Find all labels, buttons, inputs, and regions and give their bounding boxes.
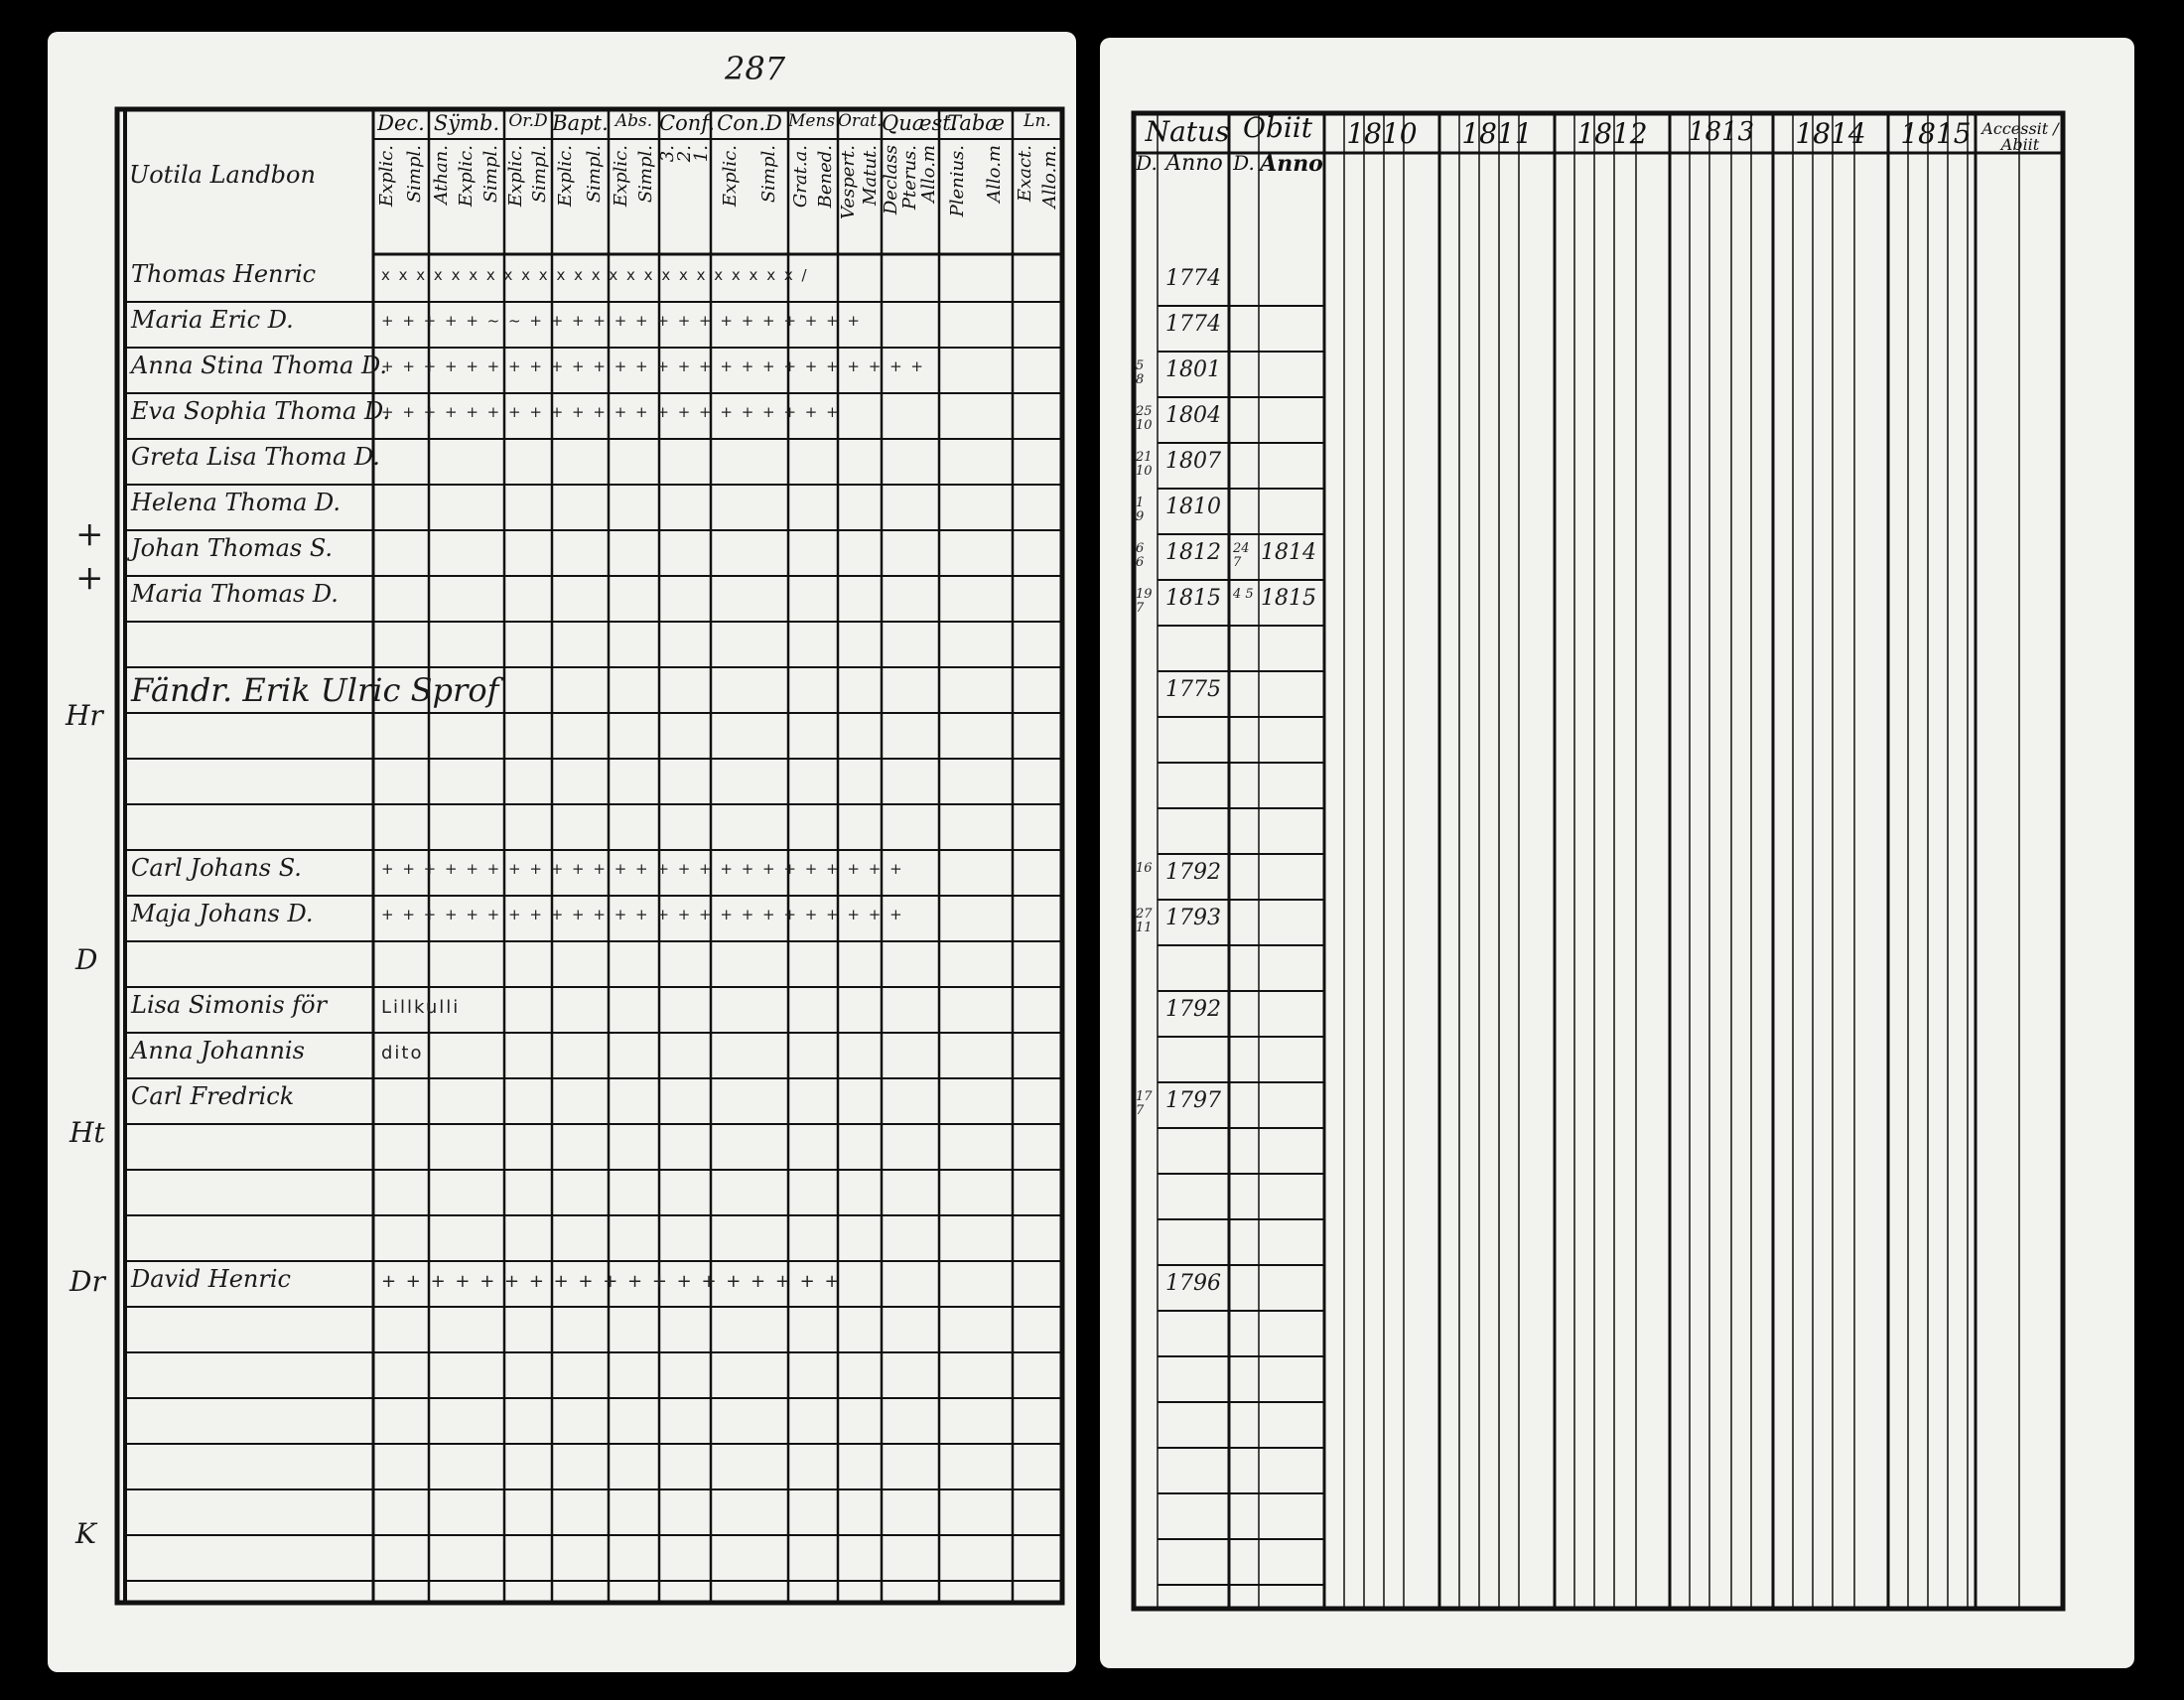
catechism-marks: dito xyxy=(381,1043,424,1063)
year-1810: 1810 xyxy=(1346,117,1418,150)
birth-day: 1 9 xyxy=(1136,496,1145,525)
col-natus: Natus xyxy=(1145,115,1230,148)
column-subheader: Simpl. xyxy=(404,145,425,204)
column-subheader: Simpl. xyxy=(480,145,502,204)
sub-d-natus: D. xyxy=(1136,151,1158,175)
column-subheader: 1. xyxy=(691,145,713,163)
column-subheader: Allo.m xyxy=(918,145,940,203)
column-subheader: 2. xyxy=(674,145,695,163)
column-subheader: Explic. xyxy=(376,145,397,208)
birth-day: 5 8 xyxy=(1136,358,1145,388)
catechism-marks: + + + + + + + + + + + + + + + + + + + xyxy=(381,1271,842,1292)
sub-anno-obiit: Anno xyxy=(1260,151,1323,177)
page-number: 287 xyxy=(725,50,786,87)
person-name: Carl Fredrick xyxy=(131,1082,295,1110)
column-subheader: Explic. xyxy=(456,145,477,208)
birth-day: 6 6 xyxy=(1136,541,1145,571)
margin-mark-3: Hr xyxy=(66,699,103,732)
column-subheader: Allo.m. xyxy=(1038,145,1060,209)
right-ruling xyxy=(1100,38,2134,1668)
death-year: 1814 xyxy=(1261,540,1316,565)
catechism-marks: + + + + + ~ ~ + + + + + + + + + + + + + + + + xyxy=(381,312,862,330)
person-name: Carl Johans S. xyxy=(131,854,302,882)
birth-year: 1792 xyxy=(1165,860,1221,885)
birth-day: 17 7 xyxy=(1136,1089,1153,1119)
right-page xyxy=(1100,38,2134,1668)
person-name: Maja Johans D. xyxy=(131,900,314,927)
birth-year: 1793 xyxy=(1165,906,1221,930)
birth-year: 1815 xyxy=(1165,586,1221,611)
column-subheader: Simpl. xyxy=(635,145,657,204)
birth-year: 1807 xyxy=(1165,449,1221,474)
column-subheader: Allo.m xyxy=(983,145,1005,203)
column-subheader: Matut. xyxy=(860,145,881,206)
birth-year: 1792 xyxy=(1165,997,1221,1022)
year-1813: 1813 xyxy=(1688,117,1755,147)
column-subheader: Explic. xyxy=(719,145,741,208)
person-name: Helena Thoma D. xyxy=(131,489,341,516)
column-header: Conf. xyxy=(659,111,715,135)
column-subheader: 3. xyxy=(656,145,678,163)
column-subheader: Athan. xyxy=(430,145,452,205)
year-1815: 1815 xyxy=(1900,117,1972,150)
catechism-marks: + + + + + + + + + + + + + + + + + + + + + + xyxy=(381,403,841,421)
birth-day: 27 11 xyxy=(1136,907,1153,936)
column-subheader: Simpl. xyxy=(757,145,779,204)
column-header: Quæst. xyxy=(882,111,958,135)
margin-mark-2: + xyxy=(75,558,104,598)
column-subheader: Vespert. xyxy=(838,145,859,219)
column-header: Bapt. xyxy=(552,111,609,135)
margin-mark-6: Dr xyxy=(69,1265,105,1298)
column-header: Mens. xyxy=(788,111,841,131)
col-obiit: Obiit xyxy=(1242,111,1313,144)
margin-mark-4: D xyxy=(75,943,98,976)
person-name: Fändr. Erik Ulric Sprof xyxy=(131,671,499,709)
column-subheader: Explic. xyxy=(610,145,631,208)
column-subheader: Declass xyxy=(880,145,901,215)
person-name: Maria Eric D. xyxy=(131,306,294,334)
column-header: Dec. xyxy=(377,111,425,135)
column-header: Ln. xyxy=(1024,111,1051,131)
birth-year: 1775 xyxy=(1165,677,1221,702)
person-name: Eva Sophia Thoma D. xyxy=(131,397,390,425)
catechism-marks: x x x x x x x x x x x x x x x x x x x x x x x x / xyxy=(381,266,809,284)
column-subheader: Plenius. xyxy=(946,145,968,217)
person-name: David Henric xyxy=(131,1265,291,1293)
person-name: Johan Thomas S. xyxy=(131,534,334,562)
birth-year: 1801 xyxy=(1165,357,1221,382)
column-header: Con.D xyxy=(717,111,782,135)
catechism-marks: + + + + + + + + + + + + + + + + + + + + + + + + + + xyxy=(381,357,925,375)
column-header: Or.D xyxy=(508,111,548,131)
column-header: Tabæ xyxy=(946,111,1006,135)
column-subheader: Pterus. xyxy=(899,145,920,211)
column-subheader: Explic. xyxy=(555,145,577,208)
death-day: 4 5 xyxy=(1233,587,1254,602)
birth-day: 19 7 xyxy=(1136,587,1153,617)
birth-year: 1774 xyxy=(1165,312,1221,337)
birth-day: 21 10 xyxy=(1136,450,1153,480)
death-day: 24 7 xyxy=(1233,541,1250,571)
column-subheader: Simpl. xyxy=(529,145,550,204)
column-subheader: Simpl. xyxy=(583,145,605,204)
catechism-marks: Lillkulli xyxy=(381,997,461,1018)
birth-day: 16 xyxy=(1136,861,1153,876)
column-subheader: Grat.a. xyxy=(789,145,811,209)
death-year: 1815 xyxy=(1261,586,1316,611)
margin-mark-1: + xyxy=(75,514,104,554)
birth-year: 1774 xyxy=(1165,266,1221,291)
person-name: Anna Johannis xyxy=(131,1037,305,1064)
column-header: Abs. xyxy=(614,111,653,131)
birth-year: 1810 xyxy=(1165,495,1221,519)
person-name: Maria Thomas D. xyxy=(131,580,339,608)
year-1814: 1814 xyxy=(1795,117,1866,150)
margin-mark-7: K xyxy=(75,1517,96,1550)
year-1812: 1812 xyxy=(1576,117,1648,150)
column-header: Sÿmb. xyxy=(433,111,500,135)
column-subheader: Exact. xyxy=(1014,145,1035,203)
birth-day: 25 10 xyxy=(1136,404,1153,434)
year-1811: 1811 xyxy=(1461,117,1533,150)
margin-mark-5: Ht xyxy=(69,1116,105,1149)
column-header: Orat. xyxy=(838,111,883,131)
catechism-marks: + + + + + + + + + + + + + + + + + + + + + + + + + xyxy=(381,860,904,878)
person-name: Greta Lisa Thoma D. xyxy=(131,443,380,471)
left-page xyxy=(48,32,1076,1672)
birth-year: 1804 xyxy=(1165,403,1221,428)
birth-year: 1812 xyxy=(1165,540,1221,565)
person-name: Thomas Henric xyxy=(131,260,317,288)
column-subheader: Bened. xyxy=(814,145,836,209)
birth-year: 1796 xyxy=(1165,1271,1221,1296)
column-subheader: Explic. xyxy=(505,145,526,208)
section-heading: Uotila Landbon xyxy=(129,161,316,189)
sub-anno-natus: Anno xyxy=(1165,151,1223,176)
person-name: Lisa Simonis för xyxy=(131,991,328,1019)
birth-year: 1797 xyxy=(1165,1088,1221,1113)
col-accessit-abiit: Accessit / Abiit xyxy=(1981,119,2059,154)
sub-d-obiit: D. xyxy=(1233,151,1255,175)
catechism-marks: + + + + + + + + + + + + + + + + + + + + + + + + + xyxy=(381,906,904,923)
person-name: Anna Stina Thoma D. xyxy=(131,352,387,379)
